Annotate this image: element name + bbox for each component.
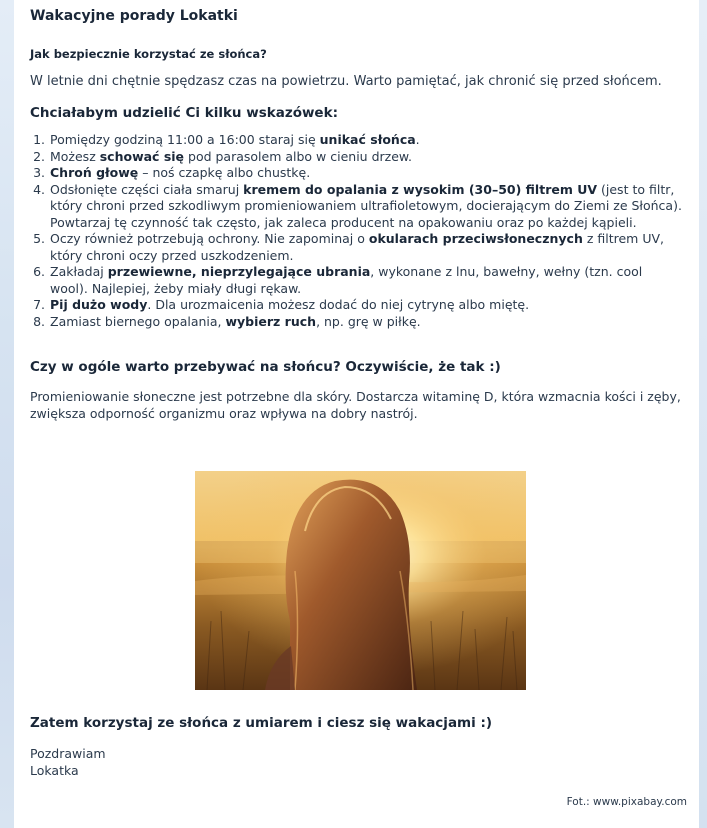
- sun-benefits-heading: Czy w ogóle warto przebywać na słońcu? Oczywiście, że tak :): [30, 359, 501, 375]
- tip-item: 8. Zamiast biernego opalania, wybierz ruch, np. grę w piłkę.: [49, 314, 683, 331]
- greeting: [30, 746, 106, 779]
- tip-item: 3. Chroń głowę – noś czapkę albo chustkę.: [49, 165, 683, 182]
- tips-list: [30, 132, 683, 330]
- tip-item: 4. Odsłonięte części ciała smaruj kremem do opalania z wysokim (30–50) filtrem UV (jest to filtr, który chroni przed szkodliwym promieniowaniem ultrafioletowym, docierającym do Ziemi ze Słońca). Powtarzaj tę czynność tak często, jak zaleca producent na opakowaniu oraz po każdej kąpieli.: [49, 182, 683, 232]
- article-subtitle: Jak bezpiecznie korzystać ze słońca?: [30, 47, 267, 61]
- intro-paragraph: W letnie dni chętnie spędzasz czas na powietrzu. Warto pamiętać, jak chronić się przed słońcem.: [30, 74, 662, 89]
- page-background-left: [0, 0, 14, 828]
- article-title: Wakacyjne porady Lokatki: [30, 8, 238, 24]
- article-panel: [14, 0, 699, 828]
- sun-benefits-paragraph: Promieniowanie słoneczne jest potrzebne dla skóry. Dostarcza witaminę D, która wzmacnia kości i zęby, zwiększa odporność organizmu oraz wpływa na dobry nastrój.: [30, 389, 681, 421]
- signature: Lokatka: [30, 762, 79, 778]
- photo-credit: Fot.: www.pixabay.com: [566, 796, 687, 808]
- page-background-right: [699, 0, 707, 828]
- tip-item: 2. Możesz schować się pod parasolem albo w cieniu drzew.: [49, 149, 683, 166]
- closing-heading: Zatem korzystaj ze słońca z umiarem i ciesz się wakacjami :): [30, 715, 493, 731]
- greeting-line: Pozdrawiam: [30, 746, 106, 761]
- sunset-girl-photo: [195, 471, 526, 690]
- tip-item: 7. Pij dużo wody. Dla urozmaicenia możesz dodać do niej cytrynę albo miętę.: [49, 297, 683, 314]
- tips-heading: Chciałabym udzielić Ci kilku wskazówek:: [30, 105, 338, 121]
- tip-item: 6. Zakładaj przewiewne, nieprzylegające ubrania, wykonane z lnu, bawełny, wełny (tzn. cool wool). Najlepiej, żeby miały długi rękaw.: [49, 264, 683, 297]
- tip-item: 1. Pomiędzy godziną 11:00 a 16:00 staraj się unikać słońca.: [49, 132, 683, 149]
- tip-item: 5. Oczy również potrzebują ochrony. Nie zapominaj o okularach przeciwsłonecznych z filtrem UV, który chroni oczy przed uszkodzeniem.: [49, 231, 683, 264]
